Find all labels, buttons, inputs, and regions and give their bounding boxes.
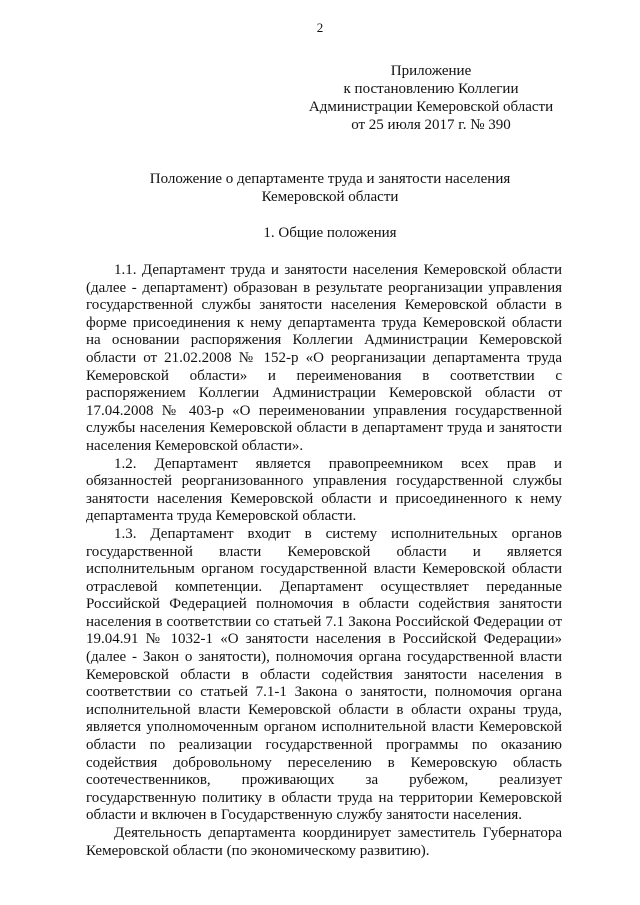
document-title	[100, 170, 560, 206]
paragraph-1-3: 1.3. Департамент входит в систему исполнительных органов государственной власти Кемеровской области и является исполнительным органом государственной власти Кемеровской области отраслевой компетенции. Департамент осуществляет переданные Российской Федерацией полномочия в области содействия занятости населения в соответствии со статьей 7.1 Закона Российской Федерации от 19.04.91 № 1032-1 «О занятости населения в Российской Федерации» (далее - Закон о занятости), полномочия органа государственной власти Кемеровской области в области содействия занятости населения в соответствии со статьей 7.1-1 Закона о занятости, полномочия органа исполнительной власти Кемеровской области в области охраны труда, является уполномоченным органом исполнительной власти Кемеровской области по реализации государственной программы по оказанию содействия добровольному переселению в Кемеровскую область соотечественников, проживающих за рубежом, реализует государственную политику в области труда на территории Кемеровской области и включен в Государственную службу занятости населения.	[86, 525, 562, 824]
document-title-line-1: Положение о департаменте труда и занятости населения	[149, 171, 511, 187]
section-heading: 1. Общие положения	[263, 225, 397, 241]
document-body	[86, 262, 562, 860]
paragraph-1-1: 1.1. Департамент труда и занятости населения Кемеровской области (далее - департамент) образован в результате реорганизации управления государственной службы занятости населения Кемеровской области в форме присоединения к нему департамента труда Кемеровской области на основании распоряжения Коллегии Администрации Кемеровской области от 21.02.2008 № 152-р «О реорганизации департамента труда Кемеровской области» и переименования в соответствии с распоряжением Коллегии Администрации Кемеровской области от 17.04.2008 № 403-р «О переименовании управления государственной службы населения Кемеровской области в департамент труда и занятости населения Кемеровской области».	[86, 262, 562, 454]
paragraph-1-2: 1.2. Департамент является правопреемником всех прав и обязанностей реорганизованного управления государственной службы занятости населения Кемеровской области и присоединенного к нему департамента труда Кемеровской области.	[86, 455, 562, 525]
appendix-block	[300, 62, 562, 134]
appendix-authority: Администрации Кемеровской области	[308, 99, 554, 115]
document-title-line-2: Кемеровской области	[261, 189, 399, 205]
paragraph-coordination: Деятельность департамента координирует заместитель Губернатора Кемеровской области (по экономическому развитию).	[86, 825, 562, 859]
appendix-date-number: от 25 июля 2017 г. № 390	[351, 117, 511, 133]
page-number: 2	[316, 20, 324, 35]
appendix-label: Приложение	[390, 63, 472, 79]
appendix-reference: к постановлению Коллегии	[343, 81, 519, 97]
